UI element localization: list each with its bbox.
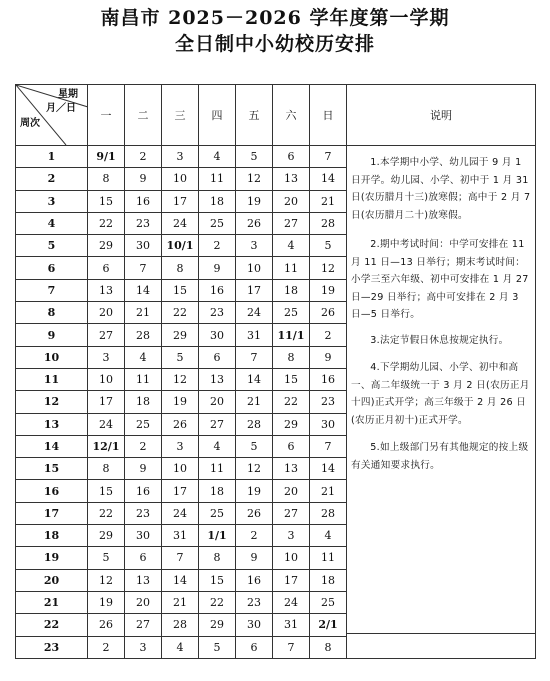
document-title: 南昌市 2025－2026 学年度第一学期 [100, 7, 450, 29]
day-cell: 23 [310, 391, 347, 413]
day-cell: 6 [88, 257, 125, 279]
day-cell: 5 [236, 146, 273, 168]
week-number-cell: 15 [16, 458, 88, 480]
day-cell: 22 [88, 502, 125, 524]
day-cell: 16 [125, 190, 162, 212]
day-cell: 8 [273, 346, 310, 368]
day-cell: 10 [236, 257, 273, 279]
day-cell: 11 [273, 257, 310, 279]
day-cell: 13 [273, 458, 310, 480]
day-cell: 9 [125, 168, 162, 190]
day-cell: 19 [88, 591, 125, 613]
day-cell: 27 [125, 614, 162, 636]
weekday-header-thu: 四 [199, 85, 236, 146]
day-cell: 21 [236, 391, 273, 413]
day-cell: 17 [162, 190, 199, 212]
day-cell: 29 [162, 324, 199, 346]
day-cell: 10 [162, 168, 199, 190]
day-cell: 10 [273, 547, 310, 569]
day-cell: 9/1 [88, 146, 125, 168]
day-cell: 24 [236, 302, 273, 324]
week-number-cell: 8 [16, 302, 88, 324]
day-cell: 23 [125, 212, 162, 234]
day-cell: 16 [199, 279, 236, 301]
day-cell: 7 [310, 146, 347, 168]
day-cell: 11 [199, 458, 236, 480]
day-cell: 15 [88, 190, 125, 212]
day-cell: 9 [310, 346, 347, 368]
day-cell: 6 [199, 346, 236, 368]
day-cell: 31 [273, 614, 310, 636]
day-cell: 23 [199, 302, 236, 324]
day-cell: 1/1 [199, 525, 236, 547]
day-cell: 30 [236, 614, 273, 636]
document-subtitle: 全日制中小幼校历安排 [174, 33, 375, 55]
calendar-body [16, 146, 536, 659]
notes-cell [347, 146, 536, 659]
day-cell: 12/1 [88, 435, 125, 457]
day-cell: 13 [88, 279, 125, 301]
day-cell: 20 [88, 302, 125, 324]
corner-date-label: 月／日 [46, 103, 76, 114]
day-cell: 19 [310, 279, 347, 301]
weekday-header-tue: 二 [125, 85, 162, 146]
day-cell: 26 [162, 413, 199, 435]
day-cell: 2 [125, 146, 162, 168]
week-number-cell: 20 [16, 569, 88, 591]
day-cell: 14 [162, 569, 199, 591]
day-cell: 30 [310, 413, 347, 435]
day-cell: 21 [310, 480, 347, 502]
day-cell: 26 [236, 212, 273, 234]
day-cell: 30 [125, 235, 162, 257]
day-cell: 2 [125, 435, 162, 457]
day-cell: 21 [162, 591, 199, 613]
day-cell: 13 [273, 168, 310, 190]
day-cell: 10 [162, 458, 199, 480]
day-cell: 22 [273, 391, 310, 413]
corner-week-label: 周次 [20, 118, 40, 129]
week-number-cell: 23 [16, 636, 88, 658]
day-cell: 29 [199, 614, 236, 636]
day-cell: 4 [273, 235, 310, 257]
day-cell: 3 [88, 346, 125, 368]
day-cell: 4 [162, 636, 199, 658]
day-cell: 14 [310, 168, 347, 190]
day-cell: 28 [310, 212, 347, 234]
day-cell: 7 [125, 257, 162, 279]
day-cell: 8 [88, 458, 125, 480]
day-cell: 12 [236, 168, 273, 190]
day-cell: 17 [273, 569, 310, 591]
week-number-cell: 12 [16, 391, 88, 413]
day-cell: 23 [125, 502, 162, 524]
day-cell: 26 [236, 502, 273, 524]
day-cell: 24 [88, 413, 125, 435]
day-cell: 8 [310, 636, 347, 658]
day-cell: 2/1 [310, 614, 347, 636]
day-cell: 20 [199, 391, 236, 413]
day-cell: 6 [273, 146, 310, 168]
day-cell: 16 [125, 480, 162, 502]
school-calendar-table [15, 84, 536, 659]
table-row [16, 146, 536, 168]
corner-weekday-label: 星期 [58, 89, 78, 100]
day-cell: 18 [125, 391, 162, 413]
day-cell: 25 [125, 413, 162, 435]
day-cell: 3 [236, 235, 273, 257]
header-row [16, 85, 536, 146]
week-number-cell: 14 [16, 435, 88, 457]
day-cell: 18 [199, 480, 236, 502]
week-number-cell: 5 [16, 235, 88, 257]
weekday-header-fri: 五 [236, 85, 273, 146]
note-item: 1.本学期中小学、幼儿园于 9 月 1 日开学。幼儿园、小学、初中于 1 月 31 日(农历腊月十三)放寒假；高中于 2 月 7 日(农历腊月二十)放寒假。 [351, 157, 531, 221]
day-cell: 24 [162, 212, 199, 234]
day-cell: 29 [88, 235, 125, 257]
day-cell: 25 [199, 212, 236, 234]
day-cell: 28 [162, 614, 199, 636]
day-cell: 22 [88, 212, 125, 234]
day-cell: 14 [310, 458, 347, 480]
day-cell: 2 [236, 525, 273, 547]
day-cell: 21 [125, 302, 162, 324]
day-cell: 24 [162, 502, 199, 524]
week-number-cell: 4 [16, 212, 88, 234]
day-cell: 6 [236, 636, 273, 658]
day-cell: 20 [273, 480, 310, 502]
corner-header-cell [16, 85, 88, 146]
day-cell: 7 [310, 435, 347, 457]
day-cell: 3 [273, 525, 310, 547]
day-cell: 29 [88, 525, 125, 547]
day-cell: 5 [310, 235, 347, 257]
day-cell: 5 [199, 636, 236, 658]
day-cell: 31 [162, 525, 199, 547]
day-cell: 26 [310, 302, 347, 324]
day-cell: 8 [162, 257, 199, 279]
day-cell: 25 [310, 591, 347, 613]
weekday-header-mon: 一 [88, 85, 125, 146]
day-cell: 18 [273, 279, 310, 301]
weekday-header-sun: 日 [310, 85, 347, 146]
day-cell: 8 [88, 168, 125, 190]
day-cell: 24 [273, 591, 310, 613]
day-cell: 12 [88, 569, 125, 591]
day-cell: 3 [125, 636, 162, 658]
day-cell: 11 [310, 547, 347, 569]
day-cell: 5 [88, 547, 125, 569]
day-cell: 15 [162, 279, 199, 301]
day-cell: 25 [273, 302, 310, 324]
week-number-cell: 11 [16, 368, 88, 390]
day-cell: 23 [236, 591, 273, 613]
day-cell: 11/1 [273, 324, 310, 346]
day-cell: 12 [310, 257, 347, 279]
notes-header: 说明 [347, 85, 536, 146]
day-cell: 7 [162, 547, 199, 569]
week-number-cell: 13 [16, 413, 88, 435]
day-cell: 17 [162, 480, 199, 502]
note-item: 3.法定节假日休息按规定执行。 [370, 334, 509, 346]
day-cell: 29 [273, 413, 310, 435]
day-cell: 19 [236, 190, 273, 212]
week-number-cell: 18 [16, 525, 88, 547]
day-cell: 5 [162, 346, 199, 368]
day-cell: 7 [236, 346, 273, 368]
week-number-cell: 6 [16, 257, 88, 279]
week-number-cell: 3 [16, 190, 88, 212]
week-number-cell: 22 [16, 614, 88, 636]
day-cell: 3 [162, 435, 199, 457]
day-cell: 15 [273, 368, 310, 390]
day-cell: 13 [125, 569, 162, 591]
day-cell: 26 [88, 614, 125, 636]
day-cell: 13 [199, 368, 236, 390]
day-cell: 28 [310, 502, 347, 524]
week-number-cell: 17 [16, 502, 88, 524]
day-cell: 3 [162, 146, 199, 168]
day-cell: 25 [199, 502, 236, 524]
note-item: 2.期中考试时间：中学可安排在 11 月 11 日—13 日举行；期末考试时间：小学三至六年级、初中可安排在 1 月 27 日—29 日举行；高中可安排在 2 月 3 日—5 日举行。 [351, 239, 529, 320]
notes-divider [347, 633, 535, 634]
day-cell: 27 [273, 212, 310, 234]
day-cell: 12 [162, 368, 199, 390]
week-number-cell: 19 [16, 547, 88, 569]
day-cell: 14 [236, 368, 273, 390]
day-cell: 15 [199, 569, 236, 591]
week-number-cell: 7 [16, 279, 88, 301]
note-item: 4.下学期幼儿园、小学、初中和高一、高二年级统一于 3 月 2 日(农历正月十四)正式开学；高三年级于 2 月 26 日(农历正月初十)正式开学。 [351, 362, 530, 426]
day-cell: 11 [125, 368, 162, 390]
day-cell: 27 [88, 324, 125, 346]
weekday-header-wed: 三 [162, 85, 199, 146]
day-cell: 18 [199, 190, 236, 212]
note-item: 5.如上级部门另有其他规定的按上级有关通知要求执行。 [351, 442, 529, 471]
week-number-cell: 2 [16, 168, 88, 190]
day-cell: 4 [199, 146, 236, 168]
day-cell: 16 [310, 368, 347, 390]
day-cell: 2 [199, 235, 236, 257]
weekday-header-sat: 六 [273, 85, 310, 146]
day-cell: 30 [125, 525, 162, 547]
week-number-cell: 9 [16, 324, 88, 346]
day-cell: 22 [199, 591, 236, 613]
day-cell: 6 [273, 435, 310, 457]
day-cell: 6 [125, 547, 162, 569]
day-cell: 18 [310, 569, 347, 591]
day-cell: 4 [310, 525, 347, 547]
day-cell: 11 [199, 168, 236, 190]
week-number-cell: 16 [16, 480, 88, 502]
notes-list [351, 154, 531, 480]
day-cell: 22 [162, 302, 199, 324]
day-cell: 10/1 [162, 235, 199, 257]
day-cell: 14 [125, 279, 162, 301]
day-cell: 15 [88, 480, 125, 502]
day-cell: 9 [199, 257, 236, 279]
day-cell: 9 [125, 458, 162, 480]
day-cell: 20 [125, 591, 162, 613]
day-cell: 8 [199, 547, 236, 569]
day-cell: 4 [125, 346, 162, 368]
day-cell: 19 [236, 480, 273, 502]
day-cell: 17 [236, 279, 273, 301]
day-cell: 10 [88, 368, 125, 390]
day-cell: 31 [236, 324, 273, 346]
day-cell: 30 [199, 324, 236, 346]
day-cell: 27 [199, 413, 236, 435]
day-cell: 28 [236, 413, 273, 435]
day-cell: 27 [273, 502, 310, 524]
week-number-cell: 10 [16, 346, 88, 368]
day-cell: 9 [236, 547, 273, 569]
day-cell: 2 [88, 636, 125, 658]
day-cell: 21 [310, 190, 347, 212]
day-cell: 28 [125, 324, 162, 346]
day-cell: 12 [236, 458, 273, 480]
day-cell: 17 [88, 391, 125, 413]
day-cell: 5 [236, 435, 273, 457]
day-cell: 7 [273, 636, 310, 658]
day-cell: 20 [273, 190, 310, 212]
day-cell: 19 [162, 391, 199, 413]
day-cell: 2 [310, 324, 347, 346]
day-cell: 16 [236, 569, 273, 591]
day-cell: 4 [199, 435, 236, 457]
week-number-cell: 21 [16, 591, 88, 613]
week-number-cell: 1 [16, 146, 88, 168]
